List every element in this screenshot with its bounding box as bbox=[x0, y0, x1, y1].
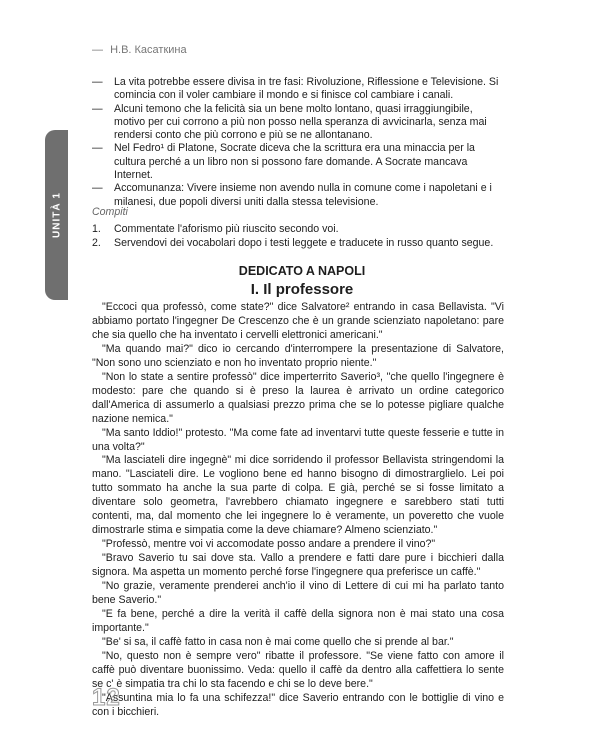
story-paragraph: "Eccoci qua professò, come state?" dice Salvatore² entrando in casa Bellavista. "Vi abbiamo portato l'ingegner De Crescenzo che è un grande scienziato napoletano: pare che sia quello che ha inventato i cervelli elettronici americani." bbox=[92, 301, 504, 341]
aphorism-text: La vita potrebbe essere divisa in tre fasi: Rivoluzione, Riflessione e Televisione. Si comincia con il voler cambiare il mondo e si finisce col cambiare i canali. bbox=[114, 76, 499, 102]
dash-marker: — bbox=[92, 76, 103, 88]
story-paragraph: "Ma santo Iddio!" protesto. "Ma come fate ad inventarvi tutte queste fesserie e tutte in una volta?" bbox=[92, 426, 504, 453]
page-number: 12 bbox=[92, 684, 121, 711]
aphorism-item bbox=[92, 76, 502, 103]
task-item bbox=[92, 236, 512, 250]
tasks-heading: Compiti bbox=[92, 206, 128, 218]
task-text: Commentate l'aforismo più riuscito secondo voi. bbox=[114, 223, 339, 235]
aphorism-item bbox=[92, 182, 502, 209]
running-header bbox=[92, 44, 187, 56]
tasks-list bbox=[92, 222, 512, 250]
story-paragraph: "Assuntina mia lo fa una schifezza!" dice Saverio entrando con le bottiglie di vino e con i bicchieri. bbox=[92, 691, 504, 718]
aphorism-item bbox=[92, 103, 502, 143]
task-number: 2. bbox=[92, 237, 101, 249]
aphorism-text: Alcuni temono che la felicità sia un bene molto lontano, quasi irraggiungibile, motivo per cui corrono a più non posso nella speranza di avvicinarla, senza mai rendersi conto che più corrono e più se ne allontanano. bbox=[114, 102, 487, 142]
task-text: Servendovi dei vocabolari dopo i testi leggete e traducete in russo quanto segue. bbox=[114, 237, 494, 249]
aphorism-list bbox=[92, 76, 502, 209]
story-text bbox=[92, 301, 504, 720]
aphorism-text: Nel Fedro¹ di Platone, Socrate diceva che la scrittura era una minaccia per la cultura perché a un libro non si possono fare domande. A Socrate mancava Internet. bbox=[114, 142, 475, 182]
aphorism-item bbox=[92, 142, 502, 182]
section-subtitle: I. Il professore bbox=[250, 281, 354, 298]
story-paragraph: "Ma quando mai?" dico io cercando d'interrompere la presentazione di Salvatore, "Non sono uno scienziato e non ho inventato proprio niente." bbox=[92, 342, 504, 369]
story-paragraph: "Bravo Saverio tu sai dove sta. Vallo a prendere e fatti dare pure i bicchieri dalla signora. Ma aspetta un momento perché forse l'ingegnere qua preferisce un caffè." bbox=[92, 552, 504, 579]
story-paragraph: "Be' si sa, il caffè fatto in casa non è mai come quello che si prende al bar." bbox=[102, 635, 454, 648]
unit-label: UNITÀ 1 bbox=[51, 192, 62, 238]
story-paragraph: "E fa bene, perché a dire la verità il caffè della signora non è mai stato una cosa importante." bbox=[92, 607, 504, 634]
header-dash: — bbox=[92, 44, 103, 56]
story-paragraph: "No, questo non è sempre vero" ribatte il professore. "Se viene fatto con amore il caffè può diventare buonissimo. Veda: quello il caffè da dentro alla caffettiera lo sente se c' è simpatia tra chi lo sta facendo e chi se lo deve bere." bbox=[92, 649, 504, 690]
story-paragraph: "Non lo state a sentire professò" dice imperterrito Saverio³, "che quello l'ingegnere è modesto: pare che quando si è preso la laurea è arrivato un ordine categorico dall'America di assumerlo a qualsiasi prezzo prima che se lo potesse pigliare qualche nazione nemica." bbox=[92, 370, 504, 425]
dash-marker: — bbox=[92, 102, 103, 115]
dash-marker: — bbox=[92, 182, 103, 195]
aphorism-text: Accomunanza: Vivere insieme non avendo nulla in comune come i napoletani e i milanesi, due popoli diversi uniti dalla stessa televisione. bbox=[114, 182, 492, 208]
story-paragraph: "No grazie, veramente prenderei anch'io il vino di Lettere di cui mi ha parlato tanto bene Saverio." bbox=[92, 580, 504, 607]
task-number: 1. bbox=[92, 223, 101, 235]
dash-marker: — bbox=[92, 142, 103, 155]
story-paragraph: "Professò, mentre voi vi accomodate posso andare a prendere il vino?" bbox=[102, 538, 436, 551]
task-item bbox=[92, 222, 512, 236]
unit-side-tab bbox=[45, 130, 68, 300]
section-title: DEDICATO A NAPOLI bbox=[238, 264, 366, 278]
story-paragraph: "Ma lasciateli dire ingegnè" mi dice sorridendo il professor Bellavista stringendomi la mano. "Lasciateli dire. Le vogliono bene ed hanno bisogno di dimostrarglielo. Lei poi tutto sommato ha anche la sua parte di colpa. E già, perché se si fosse limitato a diventare solo geometra, l'avrebbero chiamato ingegnere e sarebbero stati tutti contenti, ma, dal momento che lei ingegnere lo è veramente, un poveretto che vuole dimostrarle stima e simpatia come la deve chiamare? Almeno scienziato." bbox=[92, 454, 504, 537]
header-author: Н.В. Касаткина bbox=[110, 44, 187, 56]
